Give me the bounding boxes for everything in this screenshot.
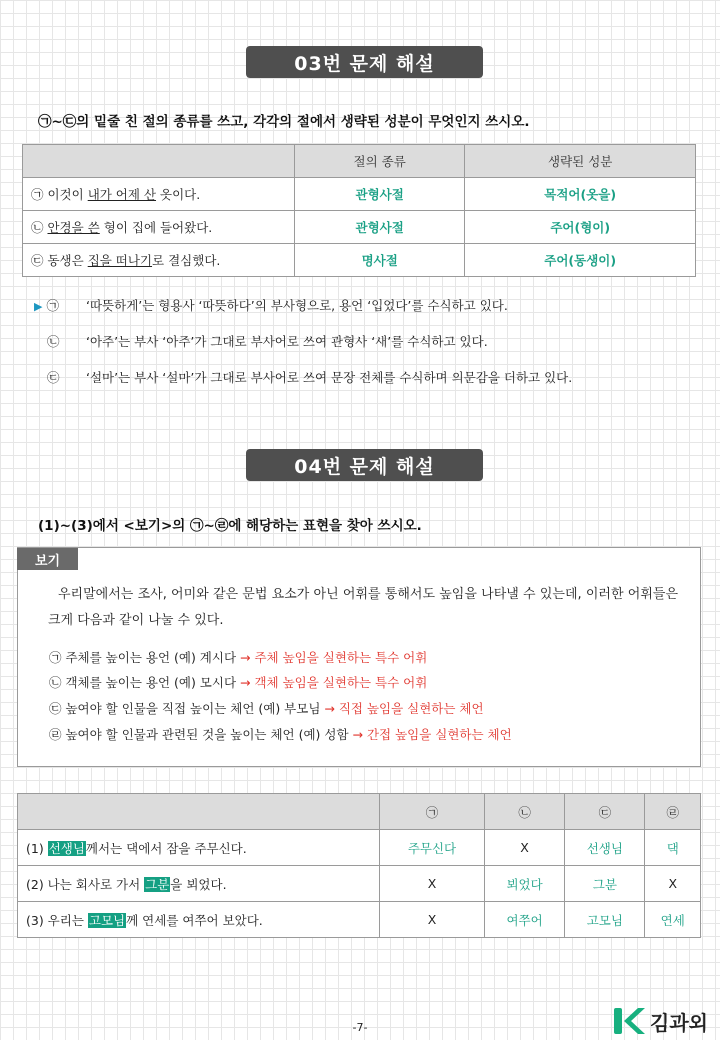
table-row <box>18 866 701 902</box>
table-header-cell: ㉡ <box>484 794 564 830</box>
table-row <box>18 902 701 938</box>
table-row <box>18 830 701 866</box>
sentence-post: 께서는 댁에서 잠을 주무신다. <box>85 840 247 856</box>
sentence-post: 옷이다. <box>156 187 201 202</box>
bogi-item-note: → 객체 높임을 실현하는 특수 어휘 <box>240 675 428 690</box>
table-header-cell <box>23 145 295 178</box>
sentence-pre: (3) 우리는 <box>26 912 88 928</box>
highlighted-word: 그분 <box>145 876 170 892</box>
bogi-item <box>49 699 484 717</box>
section-3-table <box>22 144 696 277</box>
bogi-item <box>49 673 427 691</box>
sentence-post: 께 연세를 여쭈어 보았다. <box>126 912 263 928</box>
bogi-box <box>17 547 701 767</box>
note-item <box>34 296 508 314</box>
answer-cell: 고모님 <box>565 902 645 938</box>
table-header-row <box>23 145 696 178</box>
omitted-component-cell: 목적어(옷을) <box>465 178 696 211</box>
note-mark: ㉡ <box>47 334 60 349</box>
sentence-cell <box>18 866 380 902</box>
note-text: ‘설마’는 부사 ‘설마’가 그대로 부사어로 쓰여 문장 전체를 수식하며 의문감을 더하고 있다. <box>86 370 573 385</box>
underlined-clause: 안경을 쓴 <box>47 220 100 235</box>
clause-type-cell: 관형사절 <box>295 178 465 211</box>
underlined-clause: 내가 어제 산 <box>87 187 157 202</box>
sentence-cell <box>18 902 380 938</box>
logo-text: 김과외 <box>650 1010 708 1035</box>
answer-cell: 연세 <box>645 902 701 938</box>
answer-cell: 선생님 <box>565 830 645 866</box>
answer-cell: 댁 <box>645 830 701 866</box>
table-row <box>23 244 696 277</box>
note-text: ‘아주’는 부사 ‘아주’가 그대로 부사어로 쓰여 관형사 ‘새’를 수식하고 있다. <box>86 334 488 349</box>
section-4-title: 04번 문제 해설 <box>246 449 483 481</box>
answer-cell: X <box>380 902 485 938</box>
omitted-component-cell: 주어(형이) <box>465 211 696 244</box>
triangle-right-icon: ▶ <box>34 300 43 313</box>
bogi-item-note: → 주체 높임을 실현하는 특수 어휘 <box>240 650 428 665</box>
sentence-cell <box>18 830 380 866</box>
note-mark: ㉢ <box>47 370 60 385</box>
table-header-cell: ㉣ <box>645 794 701 830</box>
answer-cell: X <box>380 866 485 902</box>
bogi-item <box>49 725 512 743</box>
section-3-question: ㉠~㉢의 밑줄 친 절의 종류를 쓰고, 각각의 절에서 생략된 성분이 무엇인지 쓰시오. <box>38 114 530 130</box>
table-header-row <box>18 794 701 830</box>
bogi-item-text: ㉡ 객체를 높이는 용언 (예) 모시다 <box>49 675 240 690</box>
sentence-cell <box>23 211 295 244</box>
answer-cell: X <box>484 830 564 866</box>
section-3-title: 03번 문제 해설 <box>246 46 483 78</box>
sentence-pre: (2) 나는 회사로 가서 <box>26 876 145 892</box>
bogi-item-text: ㉢ 높여야 할 인물을 직접 높이는 체언 (예) 부모님 <box>49 701 325 716</box>
note-text: ‘따뜻하게’는 형용사 ‘따뜻하다’의 부사형으로, 용언 ‘입었다’를 수식하고 있다. <box>86 298 508 313</box>
section-4-table <box>17 793 701 938</box>
sentence-pre: ㉢ 동생은 <box>31 253 88 268</box>
answer-cell: X <box>645 866 701 902</box>
sentence-cell <box>23 244 295 277</box>
bogi-item-text: ㉠ 주체를 높이는 용언 (예) 계시다 <box>49 650 240 665</box>
bogi-item-text: ㉣ 높여야 할 인물과 관련된 것을 높이는 체언 (예) 성함 <box>49 727 353 742</box>
table-header-cell: ㉠ <box>380 794 485 830</box>
page-number: -7- <box>352 1021 368 1034</box>
table-row <box>23 211 696 244</box>
sentence-post: 을 뵈었다. <box>170 876 227 892</box>
clause-type-cell: 관형사절 <box>295 211 465 244</box>
sentence-cell <box>23 178 295 211</box>
table-header-cell: 생략된 성분 <box>465 145 696 178</box>
sentence-post: 로 결심했다. <box>152 253 221 268</box>
sentence-pre: ㉠ 이것이 <box>31 187 88 202</box>
table-header-cell: 절의 종류 <box>295 145 465 178</box>
underlined-clause: 집을 떠나기 <box>87 253 153 268</box>
sentence-pre: (1) <box>26 840 48 856</box>
highlighted-word: 고모님 <box>88 912 126 928</box>
bogi-paragraph-text: 우리말에서는 조사, 어미와 같은 문법 요소가 아닌 어휘를 통해서도 높임을 나타낼 수 있는데, 이러한 어휘들은 크게 다음과 같이 나눌 수 있다. <box>48 587 678 628</box>
table-header-cell: ㉢ <box>565 794 645 830</box>
highlighted-word: 선생님 <box>48 840 85 856</box>
bogi-label: 보기 <box>17 548 78 570</box>
sentence-post: 형이 집에 들어왔다. <box>99 220 213 235</box>
note-mark: ㉠ <box>46 298 59 313</box>
section-4-question: (1)~(3)에서 <보기>의 ㉠~㉣에 해당하는 표현을 찾아 쓰시오. <box>38 518 422 534</box>
bogi-item-note: → 간접 높임을 실현하는 체언 <box>352 727 512 742</box>
brand-logo <box>612 1006 708 1036</box>
sentence-pre: ㉡ <box>31 220 48 235</box>
answer-cell: 그분 <box>565 866 645 902</box>
k-logo-icon <box>612 1006 646 1036</box>
answer-cell: 뵈었다 <box>484 866 564 902</box>
clause-type-cell: 명사절 <box>295 244 465 277</box>
table-header-cell <box>18 794 380 830</box>
note-item <box>34 332 488 350</box>
bogi-item-note: → 직접 높임을 실현하는 체언 <box>324 701 484 716</box>
note-item <box>34 368 572 386</box>
omitted-component-cell: 주어(동생이) <box>465 244 696 277</box>
answer-cell: 여쭈어 <box>484 902 564 938</box>
bogi-paragraph <box>48 582 678 634</box>
bogi-item <box>49 648 427 666</box>
table-row <box>23 178 696 211</box>
answer-cell: 주무신다 <box>380 830 485 866</box>
